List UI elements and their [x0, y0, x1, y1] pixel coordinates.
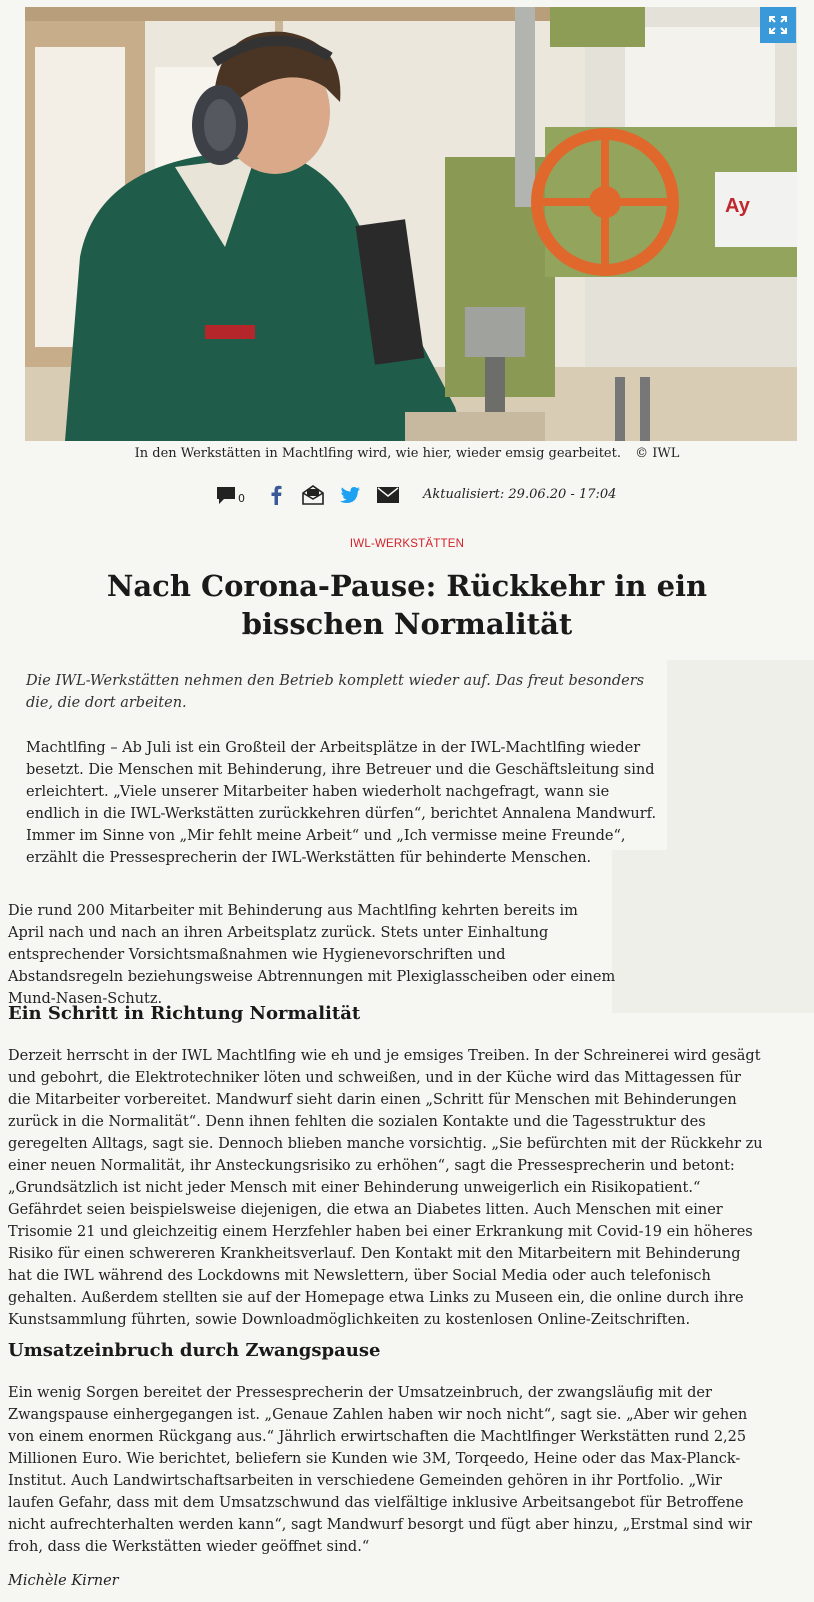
comment-count: 0	[238, 491, 245, 505]
mail-share-button[interactable]	[302, 482, 324, 508]
article-headline: Nach Corona-Pause: Rückkehr in ein bisschen Normalität	[106, 569, 708, 641]
share-bar	[0, 482, 814, 508]
comment-icon	[216, 485, 236, 505]
article-lead: Die IWL-Werkstätten nehmen den Betrieb komplett wieder auf. Das freut besonders die, die dort arbeiten.	[26, 673, 645, 711]
section-heading: Umsatzeinbruch durch Zwangspause	[8, 1340, 381, 1361]
image-caption	[0, 446, 814, 461]
hero-image[interactable]	[25, 7, 797, 441]
hero-illustration	[25, 7, 797, 441]
comment-button[interactable]	[216, 482, 245, 508]
email-icon	[377, 487, 399, 503]
updated-timestamp: Aktualisiert: 29.06.20 - 17:04	[423, 487, 617, 502]
facebook-icon	[270, 485, 282, 505]
section-heading: Ein Schritt in Richtung Normalität	[8, 1003, 361, 1024]
ad-placeholder	[667, 660, 814, 850]
article-paragraph: Derzeit herrscht in der IWL Machtlfing wie eh und je emsiges Treiben. In der Schreinerei wird gesägt und gebohrt, die Elektrotechniker löten und schweißen, und in der Küche wird das Mittagessen für die Mitarbeiter vorbereitet. Mandwurf sieht darin einen „Schritt für Menschen mit Behinderungen zurück in die Normalität“. Denn ihnen fehlten die sozialen Kontakte und die Tagesstruktur des geregelten Alltags, sagt sie. Dennoch blieben manche vorsichtig. „Sie befürchten mit der Rückkehr zu einer neuen Normalität, ihr Ansteckungsrisiko zu erhöhen“, sagt die Pressesprecherin und betont: „Grundsätzlich ist nicht jeder Mensch mit einer Behinderung unweigerlich ein Risikopatient.“ Gefährdet seien beispielsweise diejenigen, die etwa an Diabetes litten. Auch Menschen mit einer Trisomie 21 und gleichzeitig einem Herzfehler haben bei einer Erkrankung mit Covid-19 ein höheres Risiko für einen schwereren Krankheitsverlauf. Den Kontakt mit den Mitarbeitern mit Behinderung hat die IWL während des Lockdowns mit Newslettern, über Social Media oder auch telefonisch gehalten. Außerdem stellten sie auf der Homepage etwa Links zu Museen ein, die online durch ihre Kunstsammlung führten, sowie Downloadmöglichkeiten zu kostenlosen Online-Zeitschriften.	[8, 1048, 763, 1328]
article-author: Michèle Kirner	[8, 1573, 119, 1589]
article-paragraph: Machtlfing – Ab Juli ist ein Großteil der Arbeitsplätze in der IWL-Machtlfing wieder besetzt. Die Menschen mit Behinderung, ihre Betreuer und die Geschäftsleitung sind erleichtert. „Viele unserer Mitarbeiter haben wiederholt nachgefragt, wann sie endlich in die IWL-Werkstätten zurückkehren dürfen“, berichtet Annalena Mandwurf. Immer im Sinne von „Mir fehlt meine Arbeit“ und „Ich vermisse meine Freunde“, erzählt die Pressesprecherin der IWL-Werkstätten für behinderte Menschen.	[26, 740, 657, 866]
email-share-button[interactable]	[377, 482, 399, 508]
twitter-icon	[340, 486, 360, 504]
expand-icon	[768, 15, 788, 35]
caption-credit: © IWL	[635, 446, 680, 461]
caption-text: In den Werkstätten in Machtlfing wird, wie hier, wieder emsig gearbeitet.	[134, 446, 621, 461]
twitter-share-button[interactable]	[340, 482, 360, 508]
facebook-share-button[interactable]	[270, 482, 282, 508]
article-kicker[interactable]: IWL-WERKSTÄTTEN	[349, 538, 465, 550]
mail-share-icon	[302, 485, 324, 505]
article-paragraph: Ein wenig Sorgen bereitet der Pressesprecherin der Umsatzeinbruch, der zwangsläufig mit der Zwangspause einhergegangen ist. „Genaue Zahlen haben wir noch nicht“, sagt sie. „Aber wir gehen von einem enormen Rückgang aus.“ Jährlich erwirtschaften die Machtlfinger Werkstätten rund 2,25 Millionen Euro. Wie berichtet, beliefern sie Kunden wie 3M, Torqeedo, Heine oder das Max-Planck-Institut. Auch Landwirtschaftsarbeiten in verschiedene Gemeinden gehören in ihr Portfolio. „Wir laufen Gefahr, dass mit dem Umsatzschwund das vielfältige inklusive Arbeitsangebot für Betroffene nicht aufrechterhalten werden kann“, sagt Mandwurf besorgt und fügt aber hinzu, „Erstmal sind wir froh, dass die Werkstätten wieder geöffnet sind.“	[8, 1385, 753, 1555]
svg-text:Ay: Ay	[725, 195, 750, 217]
ad-placeholder	[612, 850, 814, 1013]
fullscreen-button[interactable]	[760, 7, 796, 43]
article-paragraph: Die rund 200 Mitarbeiter mit Behinderung aus Machtlfing kehrten bereits im April nach und nach an ihren Arbeitsplatz zurück. Stets unter Einhaltung entsprechender Vorsichtsmaßnahmen wie Hygienevorschriften und Abstandsregeln beziehungsweise Abtrennungen mit Plexiglasscheiben oder einem Mund-Nasen-Schutz.	[8, 903, 616, 1007]
